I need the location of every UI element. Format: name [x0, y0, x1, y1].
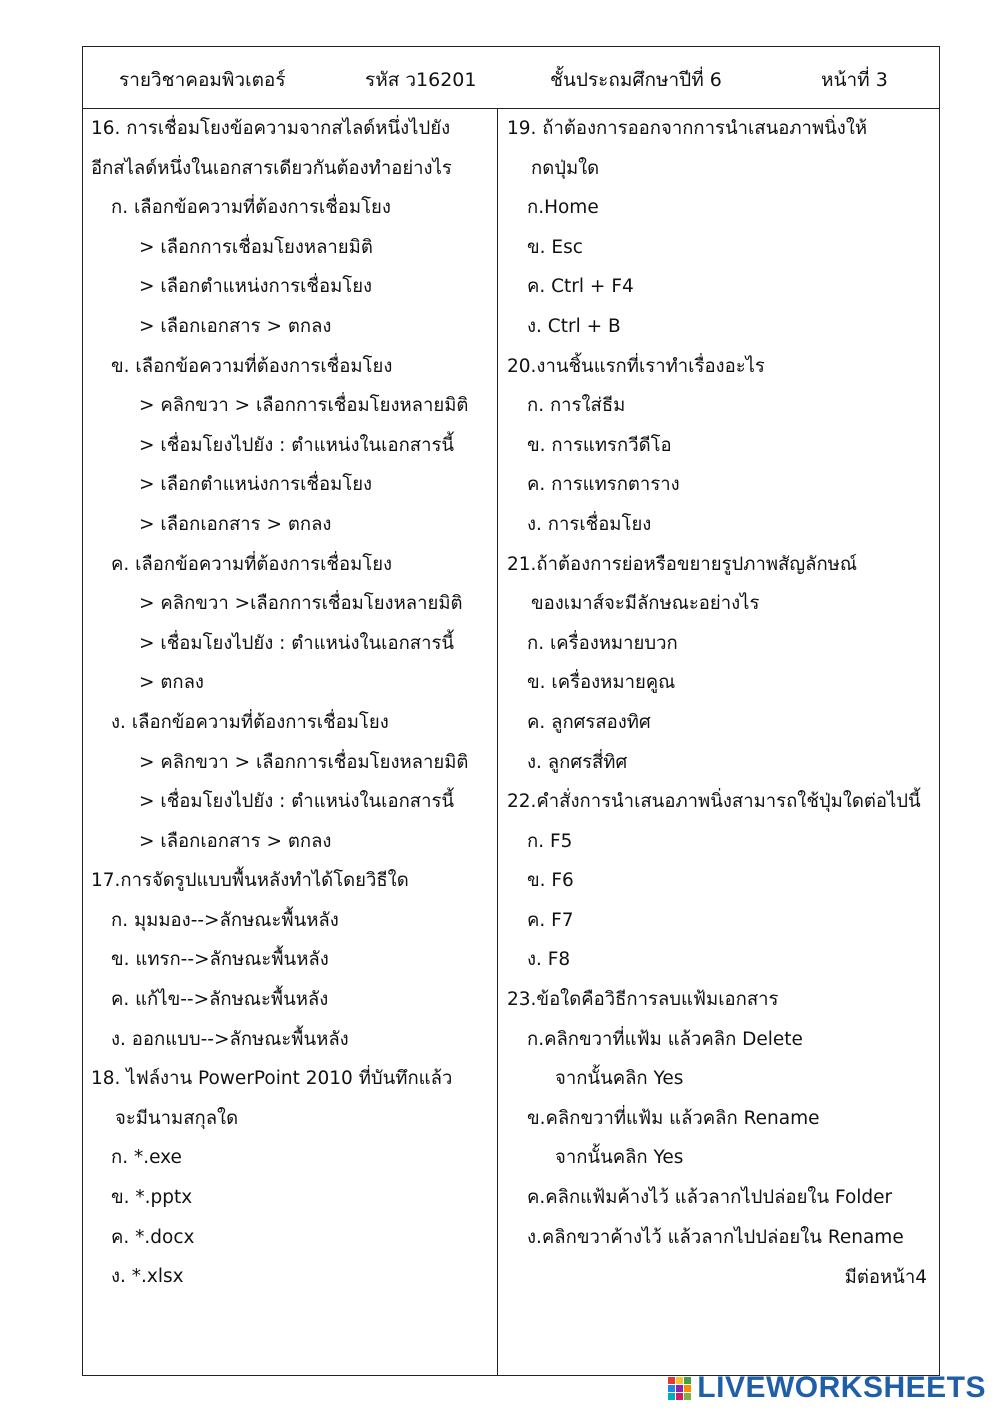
question-21-line2: ของเมาส์จะมีลักษณะอย่างไร — [531, 593, 760, 615]
choice-16-b: ข. เลือกข้อความที่ต้องการเชื่อมโยง — [111, 355, 393, 377]
question-21: 21.ถ้าต้องการย่อหรือขยายรูปภาพสัญลักษณ์ — [507, 553, 858, 575]
choice-16-b-step: > เลือกตำแหน่งการเชื่อมโยง — [139, 474, 373, 496]
liveworksheets-grid-icon — [668, 1377, 691, 1400]
choice-22-a: ก. F5 — [527, 830, 573, 852]
choice-16-c-step: > คลิกขวา >เลือกการเชื่อมโยงหลายมิติ — [139, 593, 463, 615]
question-20: 20.งานชิ้นแรกที่เราทำเรื่องอะไร — [507, 355, 765, 377]
choice-21-d: ง. ลูกศรสี่ทิศ — [527, 751, 628, 773]
question-19-line2: กดปุ่มใด — [531, 157, 600, 179]
choice-16-a: ก. เลือกข้อความที่ต้องการเชื่อมโยง — [111, 197, 391, 219]
question-23: 23.ข้อใดคือวิธีการลบแฟ้มเอกสาร — [507, 989, 779, 1011]
choice-16-c-step: > ตกลง — [139, 672, 204, 694]
choice-23-b: ข.คลิกขวาที่แฟ้ม แล้วคลิก Rename — [527, 1107, 820, 1129]
choice-21-b: ข. เครื่องหมายคูณ — [527, 672, 676, 694]
choice-22-b: ข. F6 — [527, 870, 574, 892]
choice-22-d: ง. F8 — [527, 949, 571, 971]
question-18-line2: จะมีนามสกุลใด — [115, 1107, 239, 1129]
right-column — [507, 109, 935, 1292]
question-17: 17.การจัดรูปแบบพื้นหลังทำได้โดยวิธีใด — [91, 870, 409, 892]
continued-note: มีต่อหน้า4 — [844, 1267, 927, 1289]
liveworksheets-brand: LIVEWORKSHEETS — [697, 1371, 986, 1404]
choice-19-c: ค. Ctrl + F4 — [527, 276, 634, 298]
choice-16-c-step: > เชื่อมโยงไปยัง : ตำแหน่งในเอกสารนี้ — [139, 632, 455, 654]
choice-23-d: ง.คลิกขวาค้างไว้ แล้วลากไปปล่อยใน Rename — [527, 1226, 904, 1248]
choice-16-d: ง. เลือกข้อความที่ต้องการเชื่อมโยง — [111, 711, 389, 733]
choice-20-b: ข. การแทรกวีดีโอ — [527, 434, 672, 456]
liveworksheets-logo — [668, 1372, 986, 1404]
choice-17-a: ก. มุมมอง-->ลักษณะพื้นหลัง — [111, 909, 339, 931]
choice-22-c: ค. F7 — [527, 909, 574, 931]
choice-16-a-step: > เลือกตำแหน่งการเชื่อมโยง — [139, 276, 373, 298]
question-16-line2: อีกสไลด์หนึ่งในเอกสารเดียวกันต้องทำอย่างไร — [91, 157, 452, 179]
choice-16-d-step: > คลิกขวา > เลือกการเชื่อมโยงหลายมิติ — [139, 751, 469, 773]
choice-16-d-step: > เชื่อมโยงไปยัง : ตำแหน่งในเอกสารนี้ — [139, 791, 455, 813]
subject-code: รหัส ว16201 — [365, 69, 477, 91]
column-divider — [497, 109, 498, 1375]
page-header — [83, 47, 939, 109]
choice-23-c: ค.คลิกแฟ้มค้างไว้ แล้วลากไปปล่อยใน Folder — [527, 1187, 893, 1209]
choice-19-a: ก.Home — [527, 197, 599, 219]
choice-18-a: ก. *.exe — [111, 1147, 182, 1169]
choice-21-c: ค. ลูกศรสองทิศ — [527, 711, 651, 733]
choice-17-b: ข. แทรก-->ลักษณะพื้นหลัง — [111, 949, 329, 971]
question-22: 22.คำสั่งการนำเสนอภาพนิ่งสามารถใช้ปุ่มใดต่อไปนี้ — [507, 791, 921, 813]
choice-18-b: ข. *.pptx — [111, 1187, 193, 1209]
choice-19-b: ข. Esc — [527, 236, 583, 258]
choice-16-b-step: > คลิกขวา > เลือกการเชื่อมโยงหลายมิติ — [139, 395, 469, 417]
question-18: 18. ไฟล์งาน PowerPoint 2010 ที่บันทึกแล้ว — [91, 1068, 453, 1090]
choice-17-d: ง. ออกแบบ-->ลักษณะพื้นหลัง — [111, 1028, 349, 1050]
choice-23-b-line2: จากนั้นคลิก Yes — [555, 1147, 684, 1169]
choice-16-b-step: > เลือกเอกสาร > ตกลง — [139, 513, 332, 535]
page-number: หน้าที่ 3 — [821, 69, 888, 91]
question-16: 16. การเชื่อมโยงข้อความจากสไลด์หนึ่งไปยัง — [91, 118, 451, 139]
choice-16-c: ค. เลือกข้อความที่ต้องการเชื่อมโยง — [111, 553, 393, 575]
choice-16-a-step: > เลือกการเชื่อมโยงหลายมิติ — [139, 236, 373, 258]
choice-18-c: ค. *.docx — [111, 1226, 195, 1248]
choice-16-a-step: > เลือกเอกสาร > ตกลง — [139, 315, 332, 337]
choice-23-a: ก.คลิกขวาที่แฟ้ม แล้วคลิก Delete — [527, 1028, 803, 1050]
choice-16-d-step: > เลือกเอกสาร > ตกลง — [139, 830, 332, 852]
choice-17-c: ค. แก้ไข-->ลักษณะพื้นหลัง — [111, 989, 329, 1011]
choice-19-d: ง. Ctrl + B — [527, 315, 621, 337]
left-column — [91, 109, 493, 1297]
choice-20-c: ค. การแทรกตาราง — [527, 474, 680, 496]
choice-20-d: ง. การเชื่อมโยง — [527, 513, 652, 535]
choice-18-d: ง. *.xlsx — [111, 1266, 184, 1288]
question-19: 19. ถ้าต้องการออกจากการนำเสนอภาพนิ่งให้ — [507, 118, 868, 139]
choice-16-b-step: > เชื่อมโยงไปยัง : ตำแหน่งในเอกสารนี้ — [139, 434, 455, 456]
grade-level: ชั้นประถมศึกษาปีที่ 6 — [550, 69, 722, 91]
worksheet-page — [82, 46, 940, 1376]
choice-23-a-line2: จากนั้นคลิก Yes — [555, 1068, 684, 1090]
subject-name: รายวิชาคอมพิวเตอร์ — [119, 69, 286, 91]
choice-21-a: ก. เครื่องหมายบวก — [527, 632, 678, 654]
choice-20-a: ก. การใส่ธีม — [527, 395, 626, 417]
